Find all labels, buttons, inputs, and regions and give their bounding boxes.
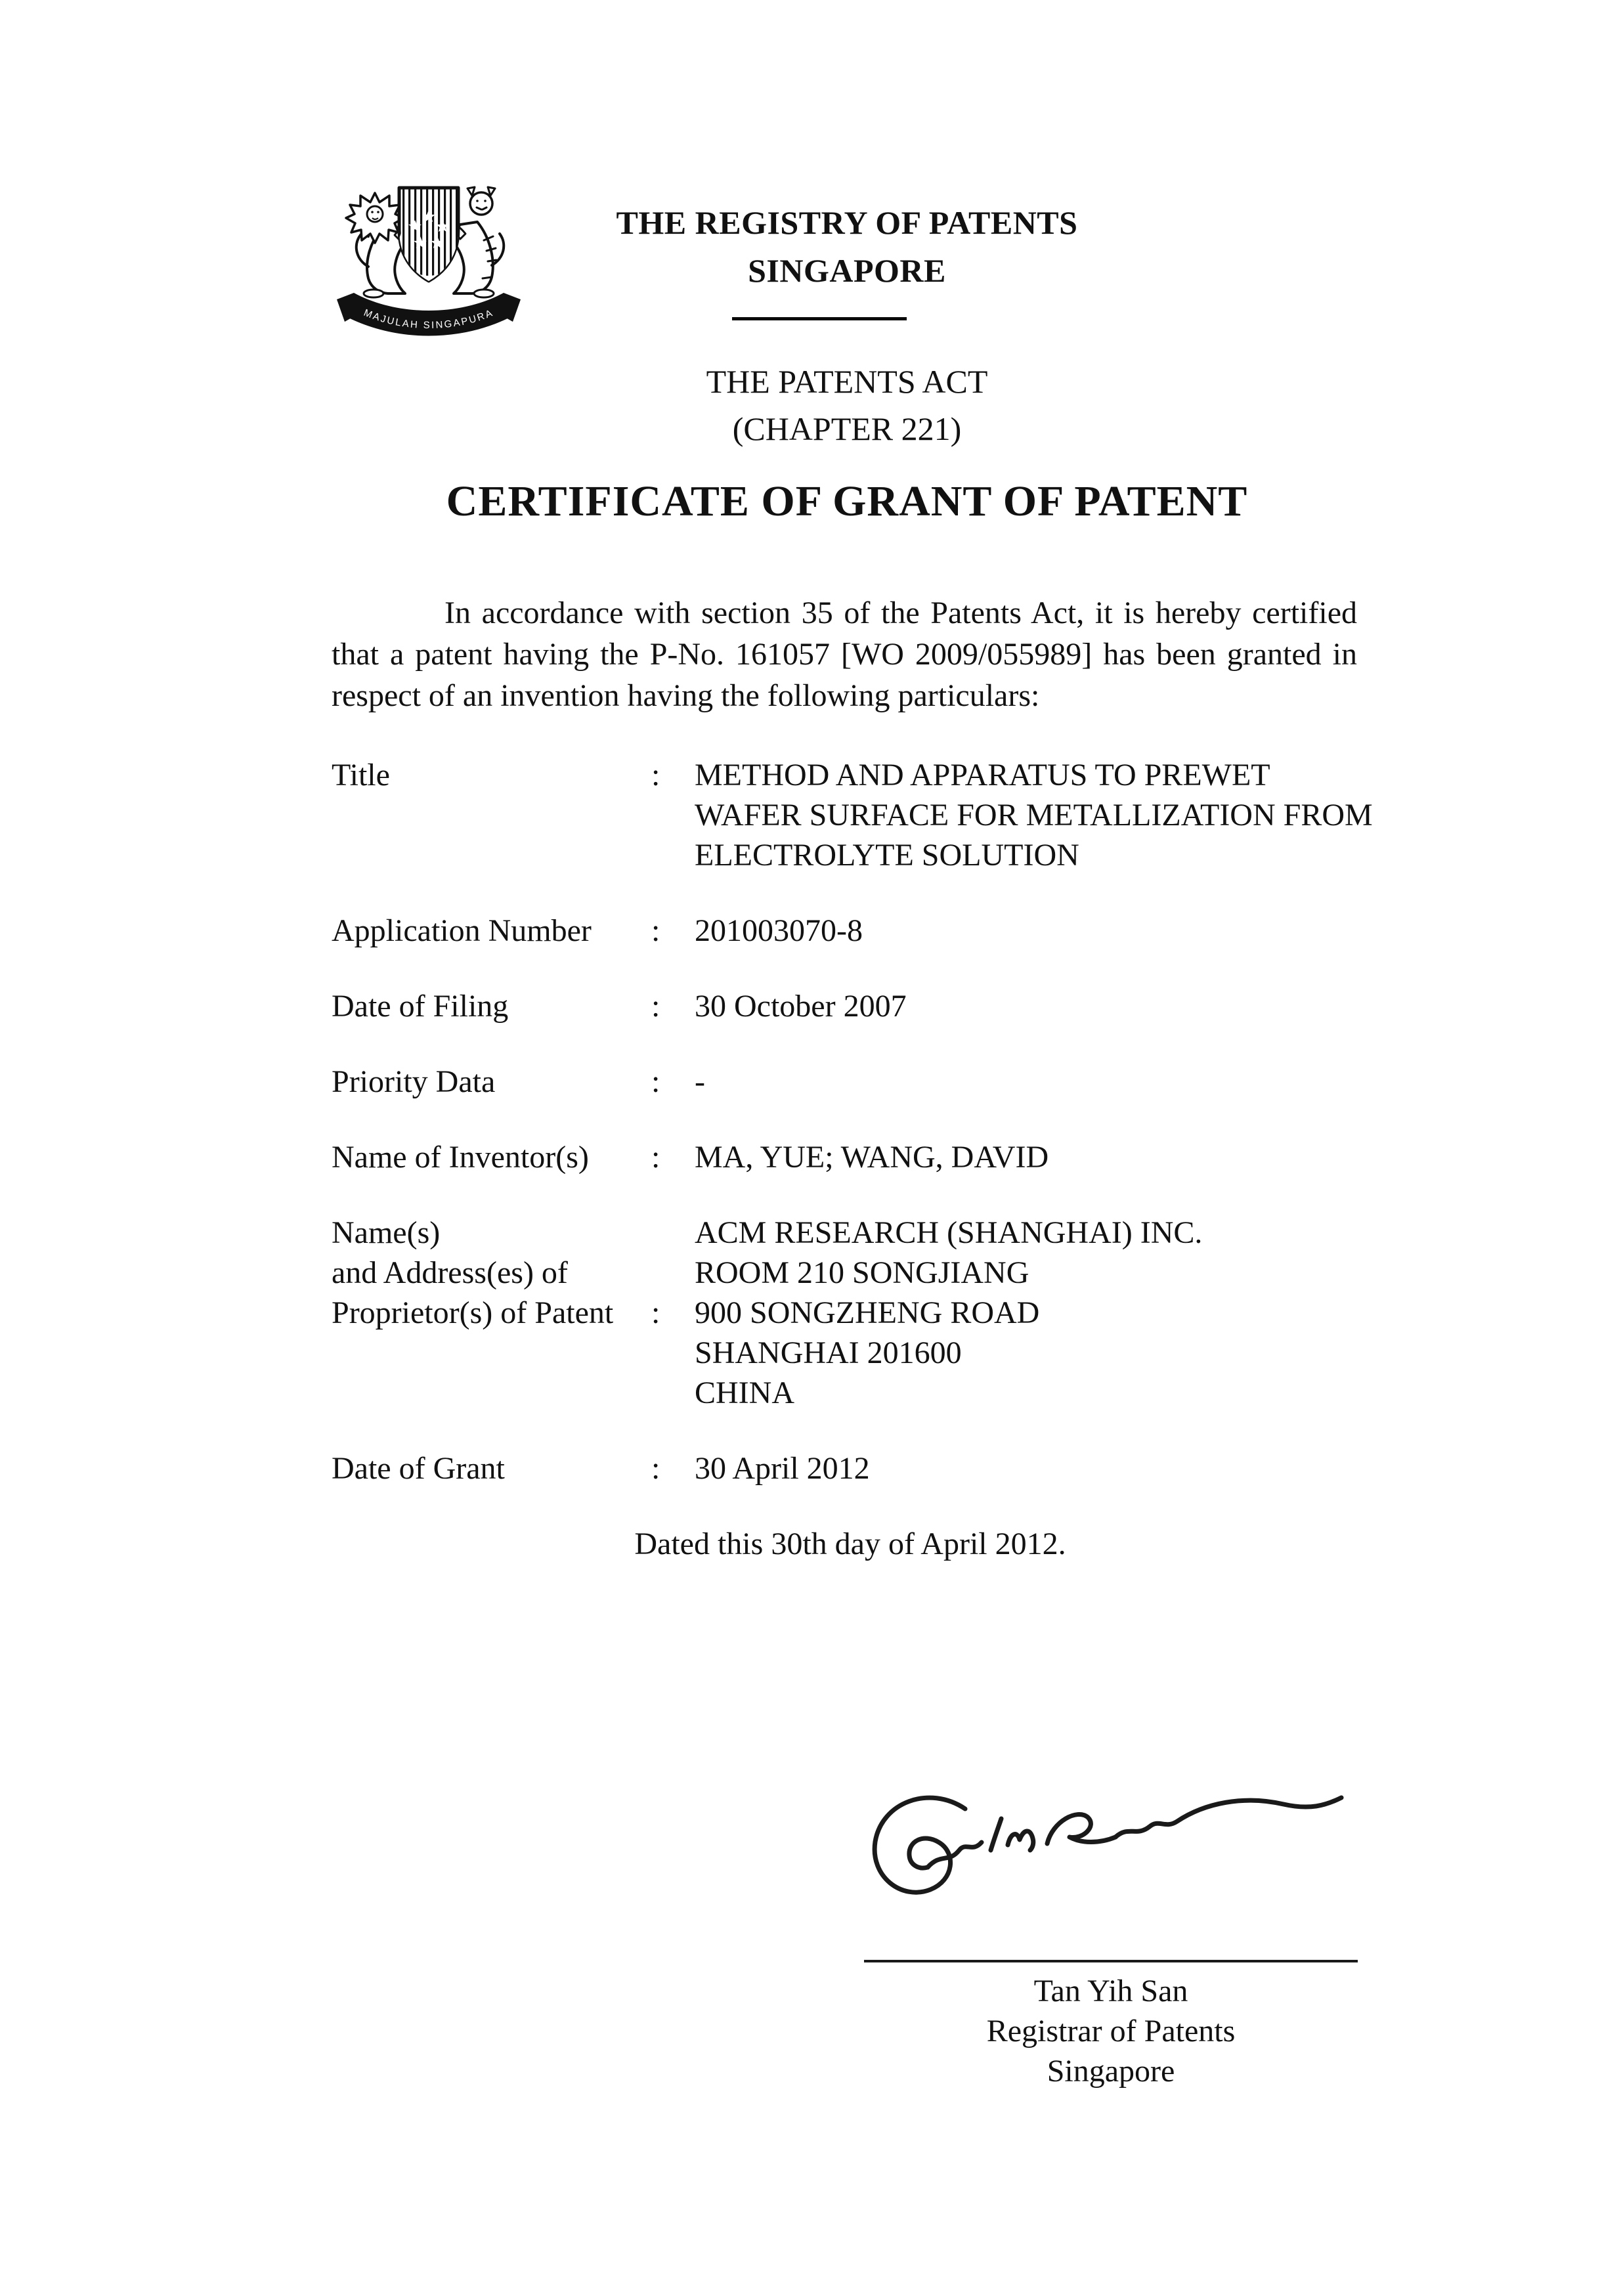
field-value-line: -	[695, 1064, 705, 1099]
field-value-line: METHOD AND APPARATUS TO PREWET	[695, 758, 1270, 792]
field-label: Priority Data	[332, 1064, 496, 1099]
field-value-line: WAFER SURFACE FOR METALLIZATION FROM	[695, 798, 1373, 833]
field-row-priority-data	[332, 1062, 1435, 1102]
header-divider	[732, 317, 907, 320]
registry-line2: SINGAPORE	[748, 252, 946, 289]
field-colon: :	[651, 1140, 660, 1175]
signatory-place: Singapore	[1047, 2054, 1175, 2089]
field-label: Date of Grant	[332, 1451, 505, 1486]
shield	[399, 188, 459, 288]
signatory-block	[864, 1971, 1358, 2091]
crest-banner-text: MAJULAH SINGAPURA	[362, 307, 496, 332]
field-value-line: MA, YUE; WANG, DAVID	[695, 1140, 1049, 1175]
field-row-proprietor	[332, 1213, 1435, 1413]
field-label: Name of Inventor(s)	[332, 1140, 589, 1175]
field-label-line: and Address(es) of	[332, 1255, 568, 1290]
field-row-inventors	[332, 1137, 1435, 1177]
act-line2: (CHAPTER 221)	[732, 410, 962, 447]
field-value-line: ACM RESEARCH (SHANGHAI) INC.	[695, 1215, 1203, 1250]
field-value-line: CHINA	[695, 1375, 794, 1410]
registry-header	[545, 199, 1149, 295]
act-line1: THE PATENTS ACT	[706, 363, 988, 400]
field-colon: :	[651, 913, 660, 948]
field-value-line: 201003070-8	[695, 913, 863, 948]
field-colon: :	[651, 758, 660, 792]
signature-line	[864, 1960, 1358, 1962]
field-colon: :	[651, 1451, 660, 1486]
field-value-line: ELECTROLYTE SOLUTION	[695, 838, 1079, 873]
field-value-line: 900 SONGZHENG ROAD	[695, 1295, 1040, 1330]
field-row-date-of-grant	[332, 1448, 1435, 1488]
field-row-date-of-filing	[332, 986, 1435, 1026]
field-value-line: SHANGHAI 201600	[695, 1335, 962, 1370]
intro-paragraph: In accordance with section 35 of the Patents Act, it is hereby certified that a patent having the P-No. 161057 [WO 2009/055989] has been granted in respect of an invention having the following particulars:	[332, 596, 1357, 713]
field-row-application-number	[332, 911, 1435, 951]
field-colon: :	[651, 1295, 660, 1330]
signatory-title: Registrar of Patents	[986, 2014, 1236, 2048]
patents-act-header	[545, 358, 1149, 452]
field-value-line: 30 April 2012	[695, 1451, 870, 1486]
field-label-line: Name(s)	[332, 1215, 441, 1250]
crest-banner	[337, 293, 521, 336]
field-value-line: ROOM 210 SONGJIANG	[695, 1255, 1029, 1290]
registry-line1: THE REGISTRY OF PATENTS	[616, 204, 1078, 241]
particulars	[332, 755, 1435, 1564]
page-title: CERTIFICATE OF GRANT OF PATENT	[446, 477, 1248, 525]
field-label: Application Number	[332, 913, 592, 948]
field-label: Title	[332, 758, 390, 792]
signatory-name: Tan Yih San	[1033, 1974, 1188, 2008]
dated-line: Dated this 30th day of April 2012.	[634, 1527, 1066, 1561]
field-row-title	[332, 755, 1435, 875]
field-value-line: 30 October 2007	[695, 989, 907, 1024]
registrar-signature-image	[850, 1779, 1369, 1920]
field-label: Date of Filing	[332, 989, 509, 1024]
field-colon: :	[651, 989, 660, 1024]
field-colon: :	[651, 1064, 660, 1099]
singapore-coat-of-arms-icon	[332, 162, 526, 339]
field-label-line: Proprietor(s) of Patent	[332, 1295, 614, 1330]
crescent	[399, 215, 459, 288]
